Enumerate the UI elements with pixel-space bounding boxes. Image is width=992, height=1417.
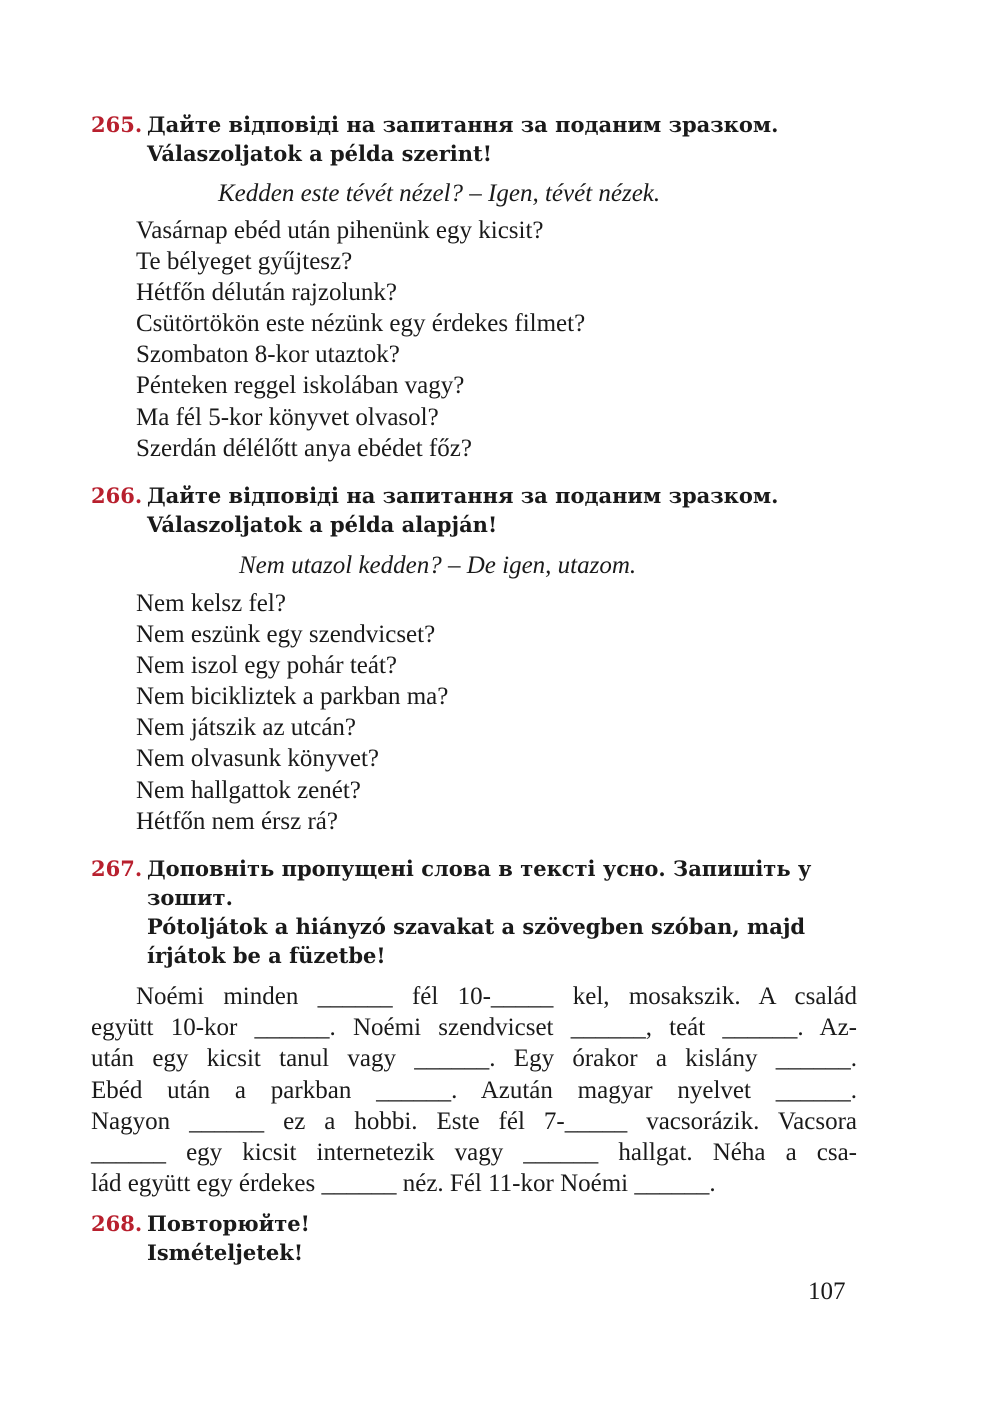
- list-item: Pénteken reggel iskolában vagy?: [136, 372, 465, 400]
- exercise-number: 267.: [91, 856, 143, 881]
- list-item: Nem játszik az utcán?: [136, 714, 357, 742]
- exercise-title-hungarian: Válaszoljatok a példa szerint!: [147, 141, 492, 166]
- exercise-number: 266.: [91, 483, 143, 508]
- list-item: Hétfőn nem érsz rá?: [136, 807, 338, 835]
- exercise-title-ukrainian: Дайте відповіді на запитання за поданим зразком.: [147, 483, 779, 508]
- exercise-title-ukrainian: Доповніть пропущені слова в тексті усно. Запишіть у: [147, 856, 812, 881]
- list-item: Nem hallgattok zenét?: [136, 776, 361, 804]
- exercise-title-hungarian-cont: írjátok be a füzetbe!: [147, 943, 386, 968]
- exercise-title-hungarian: Ismételjetek!: [147, 1240, 304, 1265]
- list-item: Nem eszünk egy szendvicset?: [136, 621, 436, 649]
- exercise-267-text: [91, 981, 857, 1199]
- list-item: Vasárnap ebéd után pihenünk egy kicsit?: [136, 217, 544, 244]
- list-item: Nem bicikliztek a parkban ma?: [136, 683, 449, 711]
- text-line: lád együtt egy érdekes ______ néz. Fél 11-kor Noémi ______.: [91, 1170, 716, 1198]
- list-item: Te bélyeget gyűjtesz?: [136, 248, 353, 276]
- exercise-266-heading: [91, 481, 871, 539]
- exercise-266-questions: [136, 588, 448, 837]
- text-line: ______ egy kicsit internetezik vagy ______ hallgat. Néha a csa-: [91, 1139, 857, 1167]
- exercise-title-hungarian: Pótoljátok a hiányzó szavakat a szövegben szóban, majd: [147, 914, 806, 939]
- list-item: Ma fél 5-kor könyvet olvasol?: [136, 403, 439, 431]
- page-number: 107: [808, 1278, 846, 1305]
- list-item: Csütörtökön este nézünk egy érdekes filmet?: [136, 310, 586, 338]
- text-line: után egy kicsit tanul vagy ______. Egy órakor a kislány ______.: [91, 1045, 857, 1073]
- exercise-number: 265.: [91, 112, 143, 137]
- exercise-number: 268.: [91, 1211, 143, 1236]
- list-item: Nem iszol egy pohár teát?: [136, 652, 398, 680]
- list-item: Hétfőn délután rajzolunk?: [136, 279, 398, 307]
- exercise-265-heading: [91, 110, 871, 168]
- exercise-title-ukrainian-cont: зошит.: [147, 885, 233, 910]
- text-line: együtt 10-kor ______. Noémi szendvicset ______, teát ______. Az-: [91, 1014, 857, 1042]
- text-line: Nagyon ______ ez a hobbi. Este fél 7-_____ vacsorázik. Vacsora: [91, 1107, 857, 1135]
- exercise-267-heading: [91, 854, 871, 970]
- exercise-title-ukrainian: Повторюйте!: [147, 1211, 310, 1236]
- exercise-266-example: Nem utazol kedden? – De igen, utazom.: [239, 552, 637, 579]
- exercise-265-example: Kedden este tévét nézel? – Igen, tévét nézek.: [218, 180, 661, 207]
- text-line: Ebéd után a parkban ______. Azután magyar nyelvet ______.: [91, 1076, 857, 1104]
- exercise-268-heading: [91, 1209, 871, 1267]
- exercise-title-ukrainian: Дайте відповіді на запитання за поданим зразком.: [147, 112, 779, 137]
- list-item: Szombaton 8-kor utaztok?: [136, 341, 400, 369]
- exercise-265-questions: [136, 215, 585, 464]
- text-line: Noémi minden ______ fél 10-_____ kel, mosakszik. A család: [136, 983, 857, 1010]
- list-item: Nem kelsz fel?: [136, 590, 286, 617]
- list-item: Szerdán délélőtt anya ebédet főz?: [136, 434, 472, 462]
- list-item: Nem olvasunk könyvet?: [136, 745, 380, 773]
- exercise-title-hungarian: Válaszoljatok a példa alapján!: [147, 512, 498, 537]
